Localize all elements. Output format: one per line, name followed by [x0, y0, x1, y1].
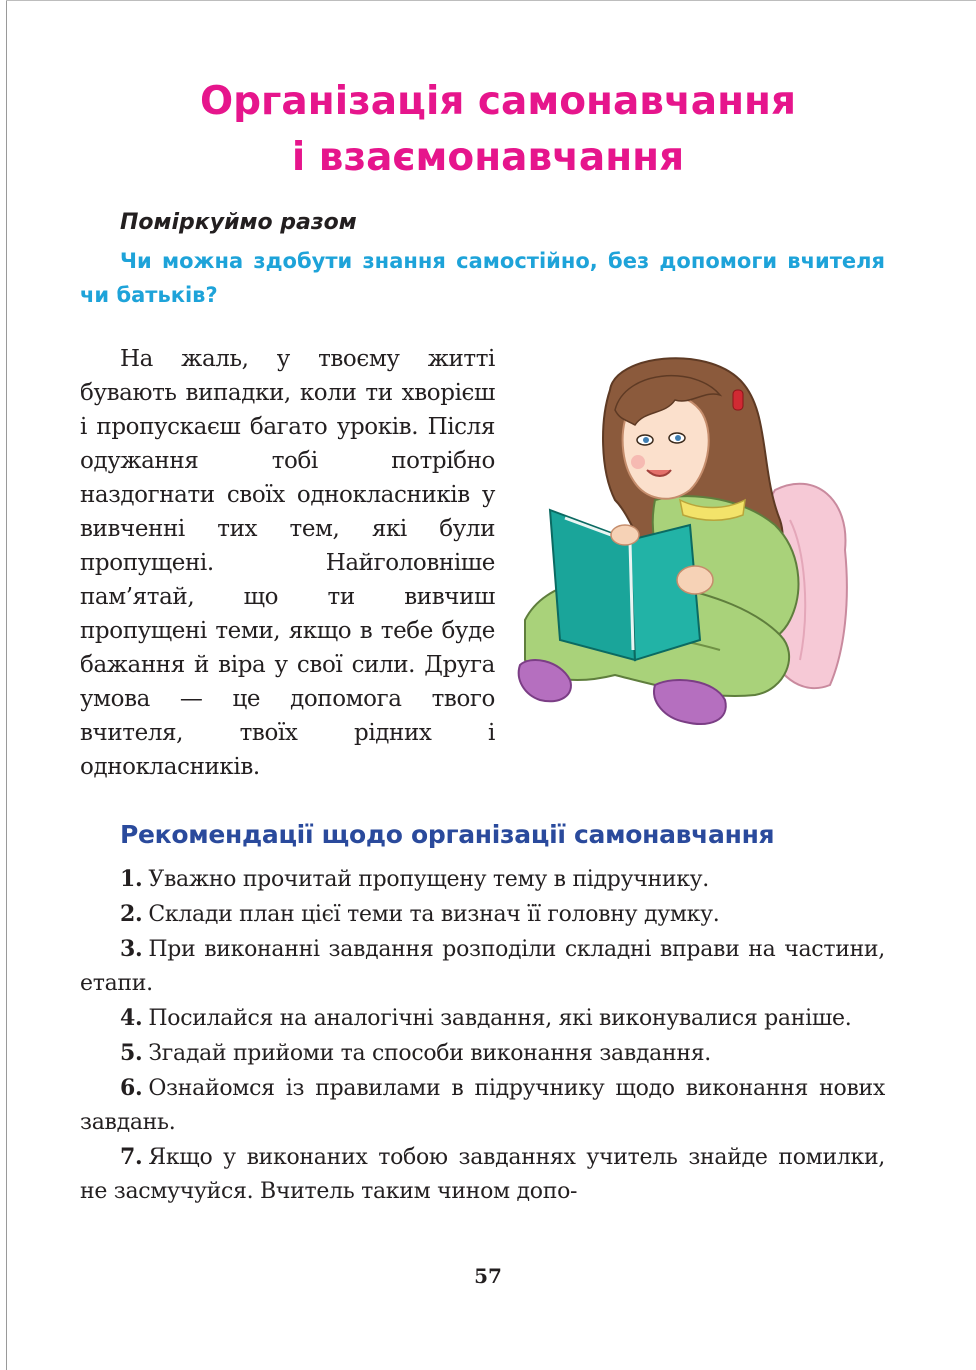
item-number: 1.	[120, 866, 143, 892]
item-text: Посилайся на аналогічні завдання, які виконувалися раніше.	[148, 1006, 852, 1031]
item-number: 2.	[120, 901, 143, 927]
recommendations-list	[80, 862, 885, 1209]
list-item	[80, 1140, 885, 1209]
discuss-label: Поміркуймо разом	[120, 210, 357, 235]
girl-reading-book-illustration	[505, 350, 850, 740]
page-border-top	[6, 0, 976, 1]
item-text: Склади план цієї теми та визнач її головну думку.	[148, 902, 720, 927]
list-item	[80, 897, 885, 932]
item-text: Уважно прочитай пропущену тему в підручнику.	[148, 867, 709, 892]
item-number: 3.	[120, 936, 143, 962]
discussion-question: Чи можна здобути знання самостійно, без допомоги вчителя чи батьків?	[80, 249, 885, 307]
item-text: Згадай прийоми та способи виконання завдання.	[148, 1041, 711, 1066]
item-text: При виконанні завдання розподіли складні вправи на частини, етапи.	[80, 937, 885, 996]
page-border-left	[6, 0, 7, 1370]
list-item	[80, 1036, 885, 1071]
item-text: Якщо у виконаних тобою завданнях учитель знайде помилки, не засмучуйся. Вчитель таким чином допо-	[80, 1145, 885, 1204]
item-number: 6.	[120, 1075, 143, 1101]
item-number: 4.	[120, 1005, 143, 1031]
list-item	[80, 1001, 885, 1036]
item-text: Ознайомся із правилами в підручнику щодо виконання нових завдань.	[80, 1076, 885, 1135]
list-item	[80, 862, 885, 897]
page-title-line-1: Організація самонавчання	[199, 79, 797, 124]
illustration-svg	[505, 350, 850, 740]
page-number: 57	[474, 1264, 502, 1288]
item-number: 5.	[120, 1040, 143, 1066]
list-item	[80, 932, 885, 1001]
page-title-line-2: і взаємонавчання	[291, 135, 685, 180]
recommendations-heading: Рекомендації щодо організації самонавчання	[120, 820, 775, 849]
item-number: 7.	[120, 1144, 143, 1170]
intro-paragraph: На жаль, у твоєму житті бувають випадки, коли ти хворієш і пропускаєш багато уроків. Після одужання тобі потрібно наздогнати своїх однокласників у вивченні тих тем, які були пропущені. Найголовніше пам’ятай, що ти вивчиш пропущені теми, якщо в тебе буде бажання й віра у свої сили. Друга умова — це допомога твого вчителя, твоїх рідних і однокласників.	[80, 346, 495, 780]
page-title	[0, 74, 976, 186]
list-item	[80, 1071, 885, 1140]
